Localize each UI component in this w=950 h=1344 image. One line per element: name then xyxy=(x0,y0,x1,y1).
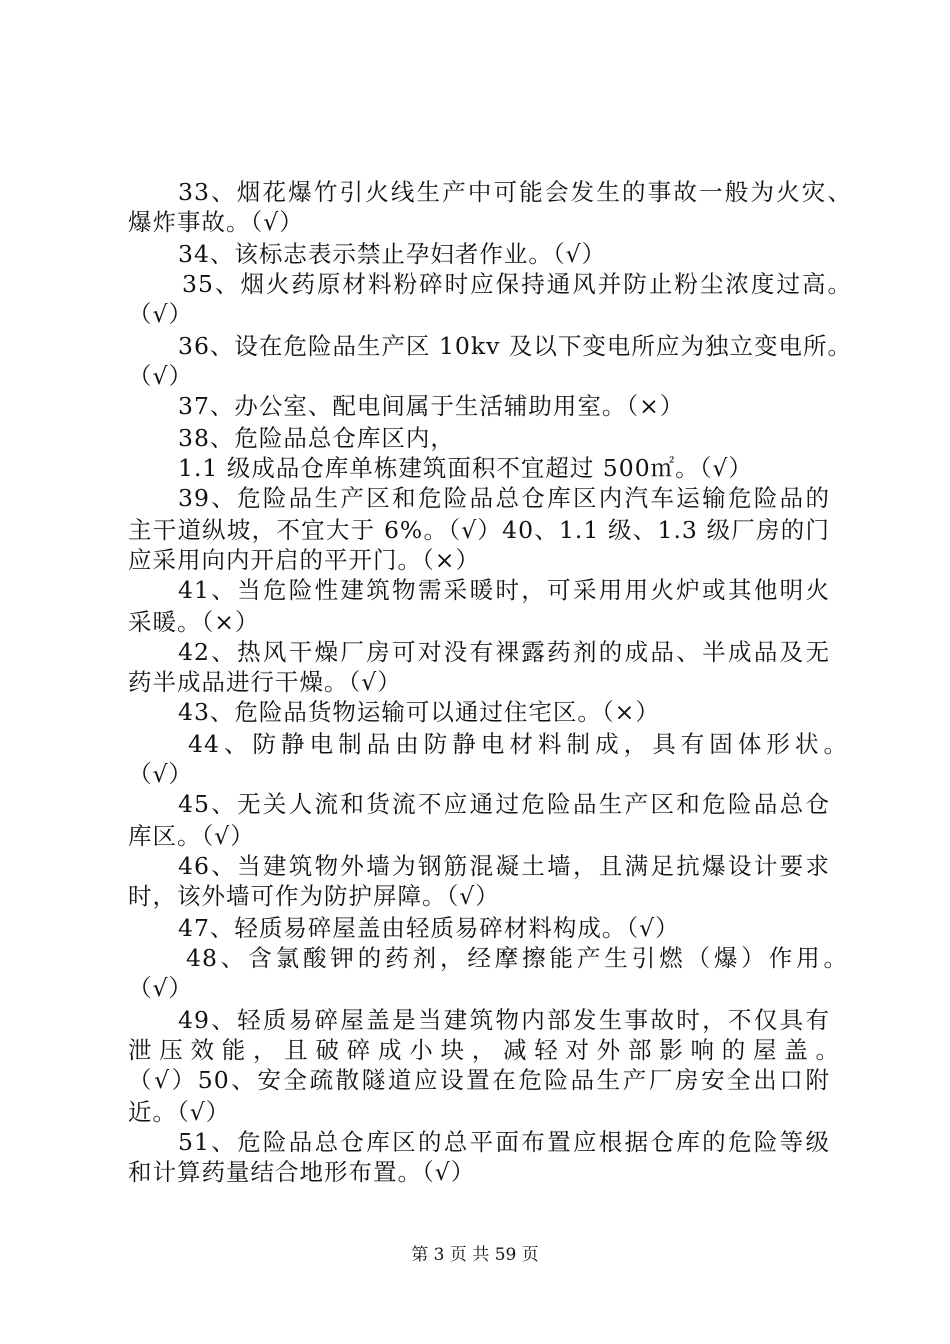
text-line: （√） xyxy=(128,760,193,788)
text-line: 主干道纵坡，不宜大于 6%。（√）40、1.1 级、1.3 级厂房的门 xyxy=(128,516,830,544)
text-line: 爆炸事故。（√） xyxy=(128,208,304,236)
text-line: 49、轻质易碎屋盖是当建筑物内部发生事故时，不仅具有 xyxy=(178,1006,830,1034)
text-line: 近。（√） xyxy=(128,1098,231,1126)
text-line: 泄压效能，且破碎成小块，减轻对外部影响的屋盖。 xyxy=(128,1036,840,1064)
text-line: 33、烟花爆竹引火线生产中可能会发生的事故一般为火灾、 xyxy=(178,178,852,206)
text-line: 库区。（√） xyxy=(128,822,255,850)
text-line: （√） xyxy=(128,362,193,390)
text-line: 39、危险品生产区和危险品总仓库区内汽车运输危险品的 xyxy=(178,484,830,512)
page-number-footer: 第 3 页 共 59 页 xyxy=(411,1245,539,1265)
text-line: 和计算药量结合地形布置。（√） xyxy=(128,1158,476,1186)
text-line: 51、危险品总仓库区的总平面布置应根据仓库的危险等级 xyxy=(178,1128,830,1156)
text-line: 时，该外墙可作为防护屏障。（√） xyxy=(128,882,500,910)
text-line: 46、当建筑物外墙为钢筋混凝土墙，且满足抗爆设计要求 xyxy=(178,852,830,880)
text-line: 42、热风干燥厂房可对没有裸露药剂的成品、半成品及无 xyxy=(178,638,830,666)
text-line: 36、设在危险品生产区 10kv 及以下变电所应为独立变电所。 xyxy=(178,332,852,360)
text-line: 48、含氯酸钾的药剂，经摩擦能产生引燃（爆）作用。 xyxy=(186,944,848,972)
text-line: 37、办公室、配电间属于生活辅助用室。（×） xyxy=(178,392,685,420)
text-line: 47、轻质易碎屋盖由轻质易碎材料构成。（√） xyxy=(178,914,680,942)
text-line: （√） xyxy=(128,300,193,328)
text-line: 采暖。（×） xyxy=(128,608,260,636)
text-line: （√） xyxy=(128,974,193,1002)
text-line: 应采用向内开启的平开门。（×） xyxy=(128,546,480,574)
text-line: 35、烟火药原材料粉碎时应保持通风并防止粉尘浓度过高。 xyxy=(182,270,852,298)
text-line: （√）50、安全疏散隧道应设置在危险品生产厂房安全出口附 xyxy=(128,1066,830,1094)
text-line: 45、无关人流和货流不应通过危险品生产区和危险品总仓 xyxy=(178,790,830,818)
text-line: 34、该标志表示禁止孕妇者作业。（√） xyxy=(178,240,607,268)
text-line: 44、防静电制品由防静电材料制成，具有固体形状。 xyxy=(188,730,848,758)
text-line: 1.1 级成品仓库单栋建筑面积不宜超过 500㎡。（√） xyxy=(178,454,753,482)
text-line: 43、危险品货物运输可以通过住宅区。（×） xyxy=(178,698,660,726)
text-line: 药半成品进行干燥。（√） xyxy=(128,668,402,696)
text-line: 41、当危险性建筑物需采暖时，可采用用火炉或其他明火 xyxy=(178,576,830,604)
text-line: 38、危险品总仓库区内， xyxy=(178,424,455,452)
